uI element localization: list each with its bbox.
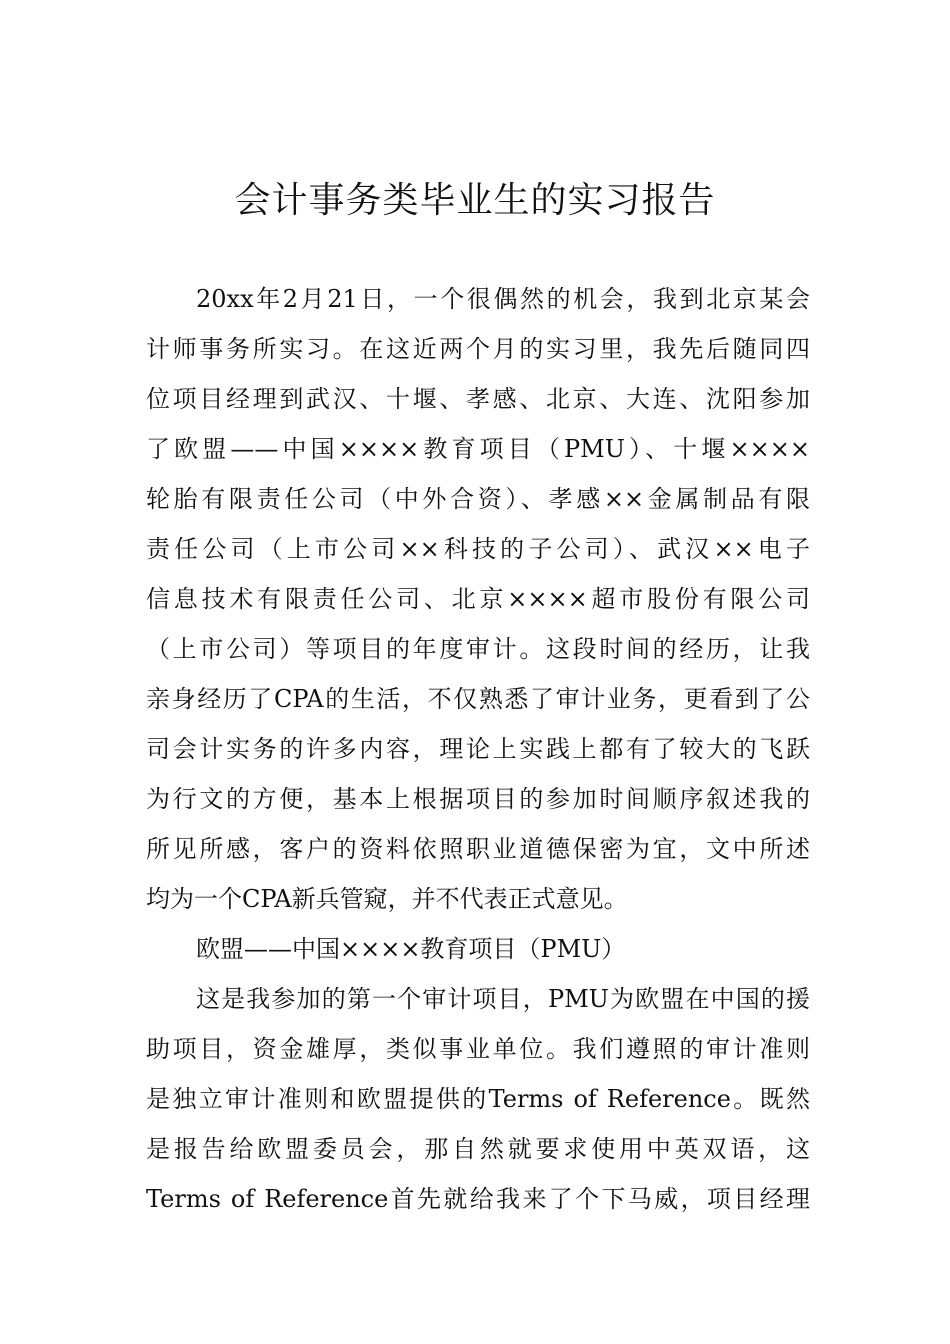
section-heading: 欧盟——中国××××教育项目（PMU） [196,935,626,963]
paragraph-line: 是独立审计准则和欧盟提供的Terms of Reference。既然 [146,1085,810,1113]
paragraph-line: 是报告给欧盟委员会，那自然就要求使用中英双语，这 [146,1135,810,1163]
document-title: 会计事务类毕业生的实习报告 [234,180,716,221]
paragraph-line: Terms of Reference首先就给我来了个下马威，项目经理 [146,1185,810,1213]
paragraph-line: 计师事务所实习。在这近两个月的实习里，我先后随同四 [146,335,810,363]
paragraph-line: 轮胎有限责任公司（中外合资）、孝感××金属制品有限 [146,485,810,513]
paragraph-line: 信息技术有限责任公司、北京××××超市股份有限公司 [146,585,810,613]
paragraph-line: 所见所感，客户的资料依照职业道德保密为宜，文中所述 [146,835,810,863]
paragraph-line: 助项目，资金雄厚，类似事业单位。我们遵照的审计准则 [146,1035,810,1063]
paragraph-line: 亲身经历了CPA的生活，不仅熟悉了审计业务，更看到了公 [146,685,810,713]
paragraph-line: 了欧盟——中国××××教育项目（PMU）、十堰×××× [146,435,810,463]
paragraph-line: （上市公司）等项目的年度审计。这段时间的经历，让我 [146,635,810,663]
paragraph-line: 为行文的方便，基本上根据项目的参加时间顺序叙述我的 [146,785,810,813]
paragraph-line: 均为一个CPA新兵管窥，并不代表正式意见。 [146,885,628,913]
document-body [146,274,810,1224]
paragraph-line: 司会计实务的许多内容，理论上实践上都有了较大的飞跃 [146,735,810,763]
paragraph-line: 20xx年2月21日，一个很偶然的机会，我到北京某会 [196,285,810,313]
paragraph-line: 位项目经理到武汉、十堰、孝感、北京、大连、沈阳参加 [146,385,810,413]
paragraph-line: 这是我参加的第一个审计项目，PMU为欧盟在中国的援 [196,985,810,1013]
paragraph-line: 责任公司（上市公司××科技的子公司）、武汉××电子 [146,535,810,563]
